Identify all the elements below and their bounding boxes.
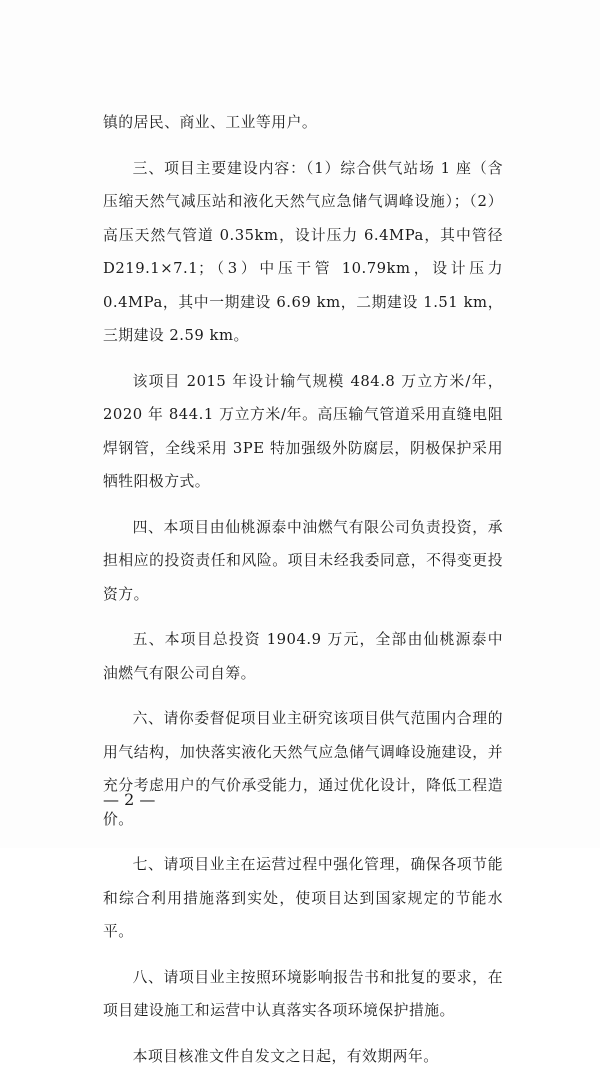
paragraph-environmental: 八、请项目业主按照环境影响报告书和批复的要求，在项目建设施工和运营中认真落实各项环境保护措施。 [103,968,503,1019]
paragraph-energy-saving: 七、请项目业主在运营过程中强化管理，确保各项节能和综合利用措施落到实处，使项目达到国家规定的节能水平。 [103,856,503,940]
paragraph-continuation: 镇的居民、商业、工业等用户。 [103,114,318,131]
paragraph-total-investment: 五、本项目总投资 1904.9 万元，全部由仙桃源泰中油燃气有限公司自筹。 [103,631,503,682]
paragraph-gas-structure: 六、请你委督促项目业主研究该项目供气范围内合理的用气结构，加快落实液化天然气应急储气调峰设施建设，并充分考虑用户的气价承受能力，通过优化设计，降低工程造价。 [103,710,503,828]
paragraph-construction-content: 三、项目主要建设内容：（1）综合供气站场 1 座（含压缩天然气减压站和液化天然气应急储气调峰设施）；（2）高压天然气管道 0.35km，设计压力 6.4MPa，其中管径 D219.1×7.1；（3）中压干管 10.79km，设计压力 0.4MPa，其中一期建设 6.69 km，二期建设 1.51 km，三期建设 2.59 km。 [103,159,503,344]
paragraph-investor: 四、本项目由仙桃源泰中油燃气有限公司负责投资，承担相应的投资责任和风险。项目未经我委同意，不得变更投资方。 [103,518,503,603]
paragraph-validity: 本项目核准文件自发文之日起，有效期两年。 [132,1047,439,1065]
paragraph-transmission-scale: 该项目 2015 年设计输气规模 484.8 万立方米/年，2020 年 844.1 万立方米/年。高压输气管道采用直缝电阻焊钢管，全线采用 3PE 特加强级外防腐层，阴极保护采用牺牲阳极方式。 [103,372,503,490]
page-number: — 2 — [103,790,156,809]
document-body [103,106,503,1085]
